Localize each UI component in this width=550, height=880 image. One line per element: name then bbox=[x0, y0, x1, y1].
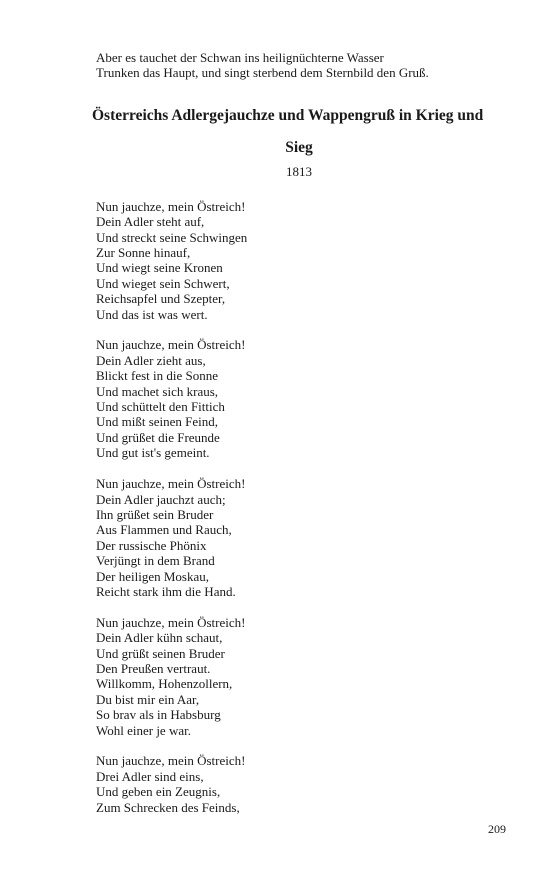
verse-line: Und das ist was wert. bbox=[96, 306, 208, 322]
verse-line: Dein Adler steht auf, bbox=[96, 214, 205, 230]
verse-line: Zum Schrecken des Feinds, bbox=[96, 799, 240, 815]
verse-line: Und streckt seine Schwingen bbox=[96, 229, 248, 245]
stanza bbox=[96, 615, 516, 738]
verse-line: Und grüßt seinen Bruder bbox=[96, 645, 225, 661]
verse-line: Dein Adler kühn schaut, bbox=[96, 630, 223, 646]
verse-line: Und gut ist's gemeint. bbox=[96, 445, 210, 461]
document-page bbox=[92, 50, 516, 830]
stanza bbox=[96, 476, 516, 599]
verse-line: Und geben ein Zeugnis, bbox=[96, 784, 221, 800]
verse-line: Der russische Phönix bbox=[96, 537, 207, 553]
stanza bbox=[96, 753, 516, 815]
poem-title bbox=[92, 100, 506, 164]
verse-line: Nun jauchze, mein Östreich! bbox=[96, 614, 246, 630]
verse-line: Drei Adler sind eins, bbox=[96, 768, 204, 784]
verse-line: Und wieget sein Schwert, bbox=[96, 275, 230, 291]
verse-line: Verjüngt in dem Brand bbox=[96, 553, 215, 569]
verse-line: So brav als in Habsburg bbox=[96, 707, 221, 723]
intro-line: Aber es tauchet der Schwan ins heilignüchterne Wasser bbox=[96, 50, 384, 65]
verse-line: Blickt fest in die Sonne bbox=[96, 368, 219, 384]
verse-line: Du bist mir ein Aar, bbox=[96, 691, 200, 707]
poem-body bbox=[96, 199, 516, 815]
intro-line: Trunken das Haupt, und singt sterbend dem Sternbild den Gruß. bbox=[96, 65, 429, 81]
verse-line: Den Preußen vertraut. bbox=[96, 660, 211, 676]
verse-line: Aus Flammen und Rauch, bbox=[96, 522, 232, 538]
verse-line: Zur Sonne hinauf, bbox=[96, 245, 191, 261]
verse-line: Und wiegt seine Kronen bbox=[96, 260, 223, 276]
verse-line: Nun jauchze, mein Östreich! bbox=[96, 198, 246, 214]
stanza bbox=[96, 199, 516, 322]
verse-line: Reicht stark ihm die Hand. bbox=[96, 583, 236, 599]
verse-line: Ihn grüßet sein Bruder bbox=[96, 506, 214, 522]
intro-lines bbox=[96, 50, 516, 81]
verse-line: Wohl einer je war. bbox=[96, 722, 191, 738]
verse-line: Und mißt seinen Feind, bbox=[96, 414, 219, 430]
poem-title-line2: Sieg bbox=[285, 138, 313, 156]
verse-line: Und grüßet die Freunde bbox=[96, 429, 220, 445]
poem-title-line1: Österreichs Adlergejauchze und Wappengruß in Krieg und bbox=[92, 106, 484, 124]
verse-line: Reichsapfel und Szepter, bbox=[96, 291, 226, 307]
stanza bbox=[96, 337, 516, 460]
verse-line: Und machet sich kraus, bbox=[96, 383, 219, 399]
verse-line: Nun jauchze, mein Östreich! bbox=[96, 753, 246, 769]
poem-year: 1813 bbox=[286, 163, 312, 179]
verse-line: Nun jauchze, mein Östreich! bbox=[96, 337, 246, 353]
verse-line: Der heiligen Moskau, bbox=[96, 568, 210, 584]
verse-line: Willkomm, Hohenzollern, bbox=[96, 676, 233, 692]
verse-line: Nun jauchze, mein Östreich! bbox=[96, 476, 246, 492]
verse-line: Dein Adler zieht aus, bbox=[96, 352, 206, 368]
page-number: 209 bbox=[488, 822, 506, 836]
verse-line: Und schüttelt den Fittich bbox=[96, 399, 225, 415]
verse-line: Dein Adler jauchzt auch; bbox=[96, 491, 226, 507]
